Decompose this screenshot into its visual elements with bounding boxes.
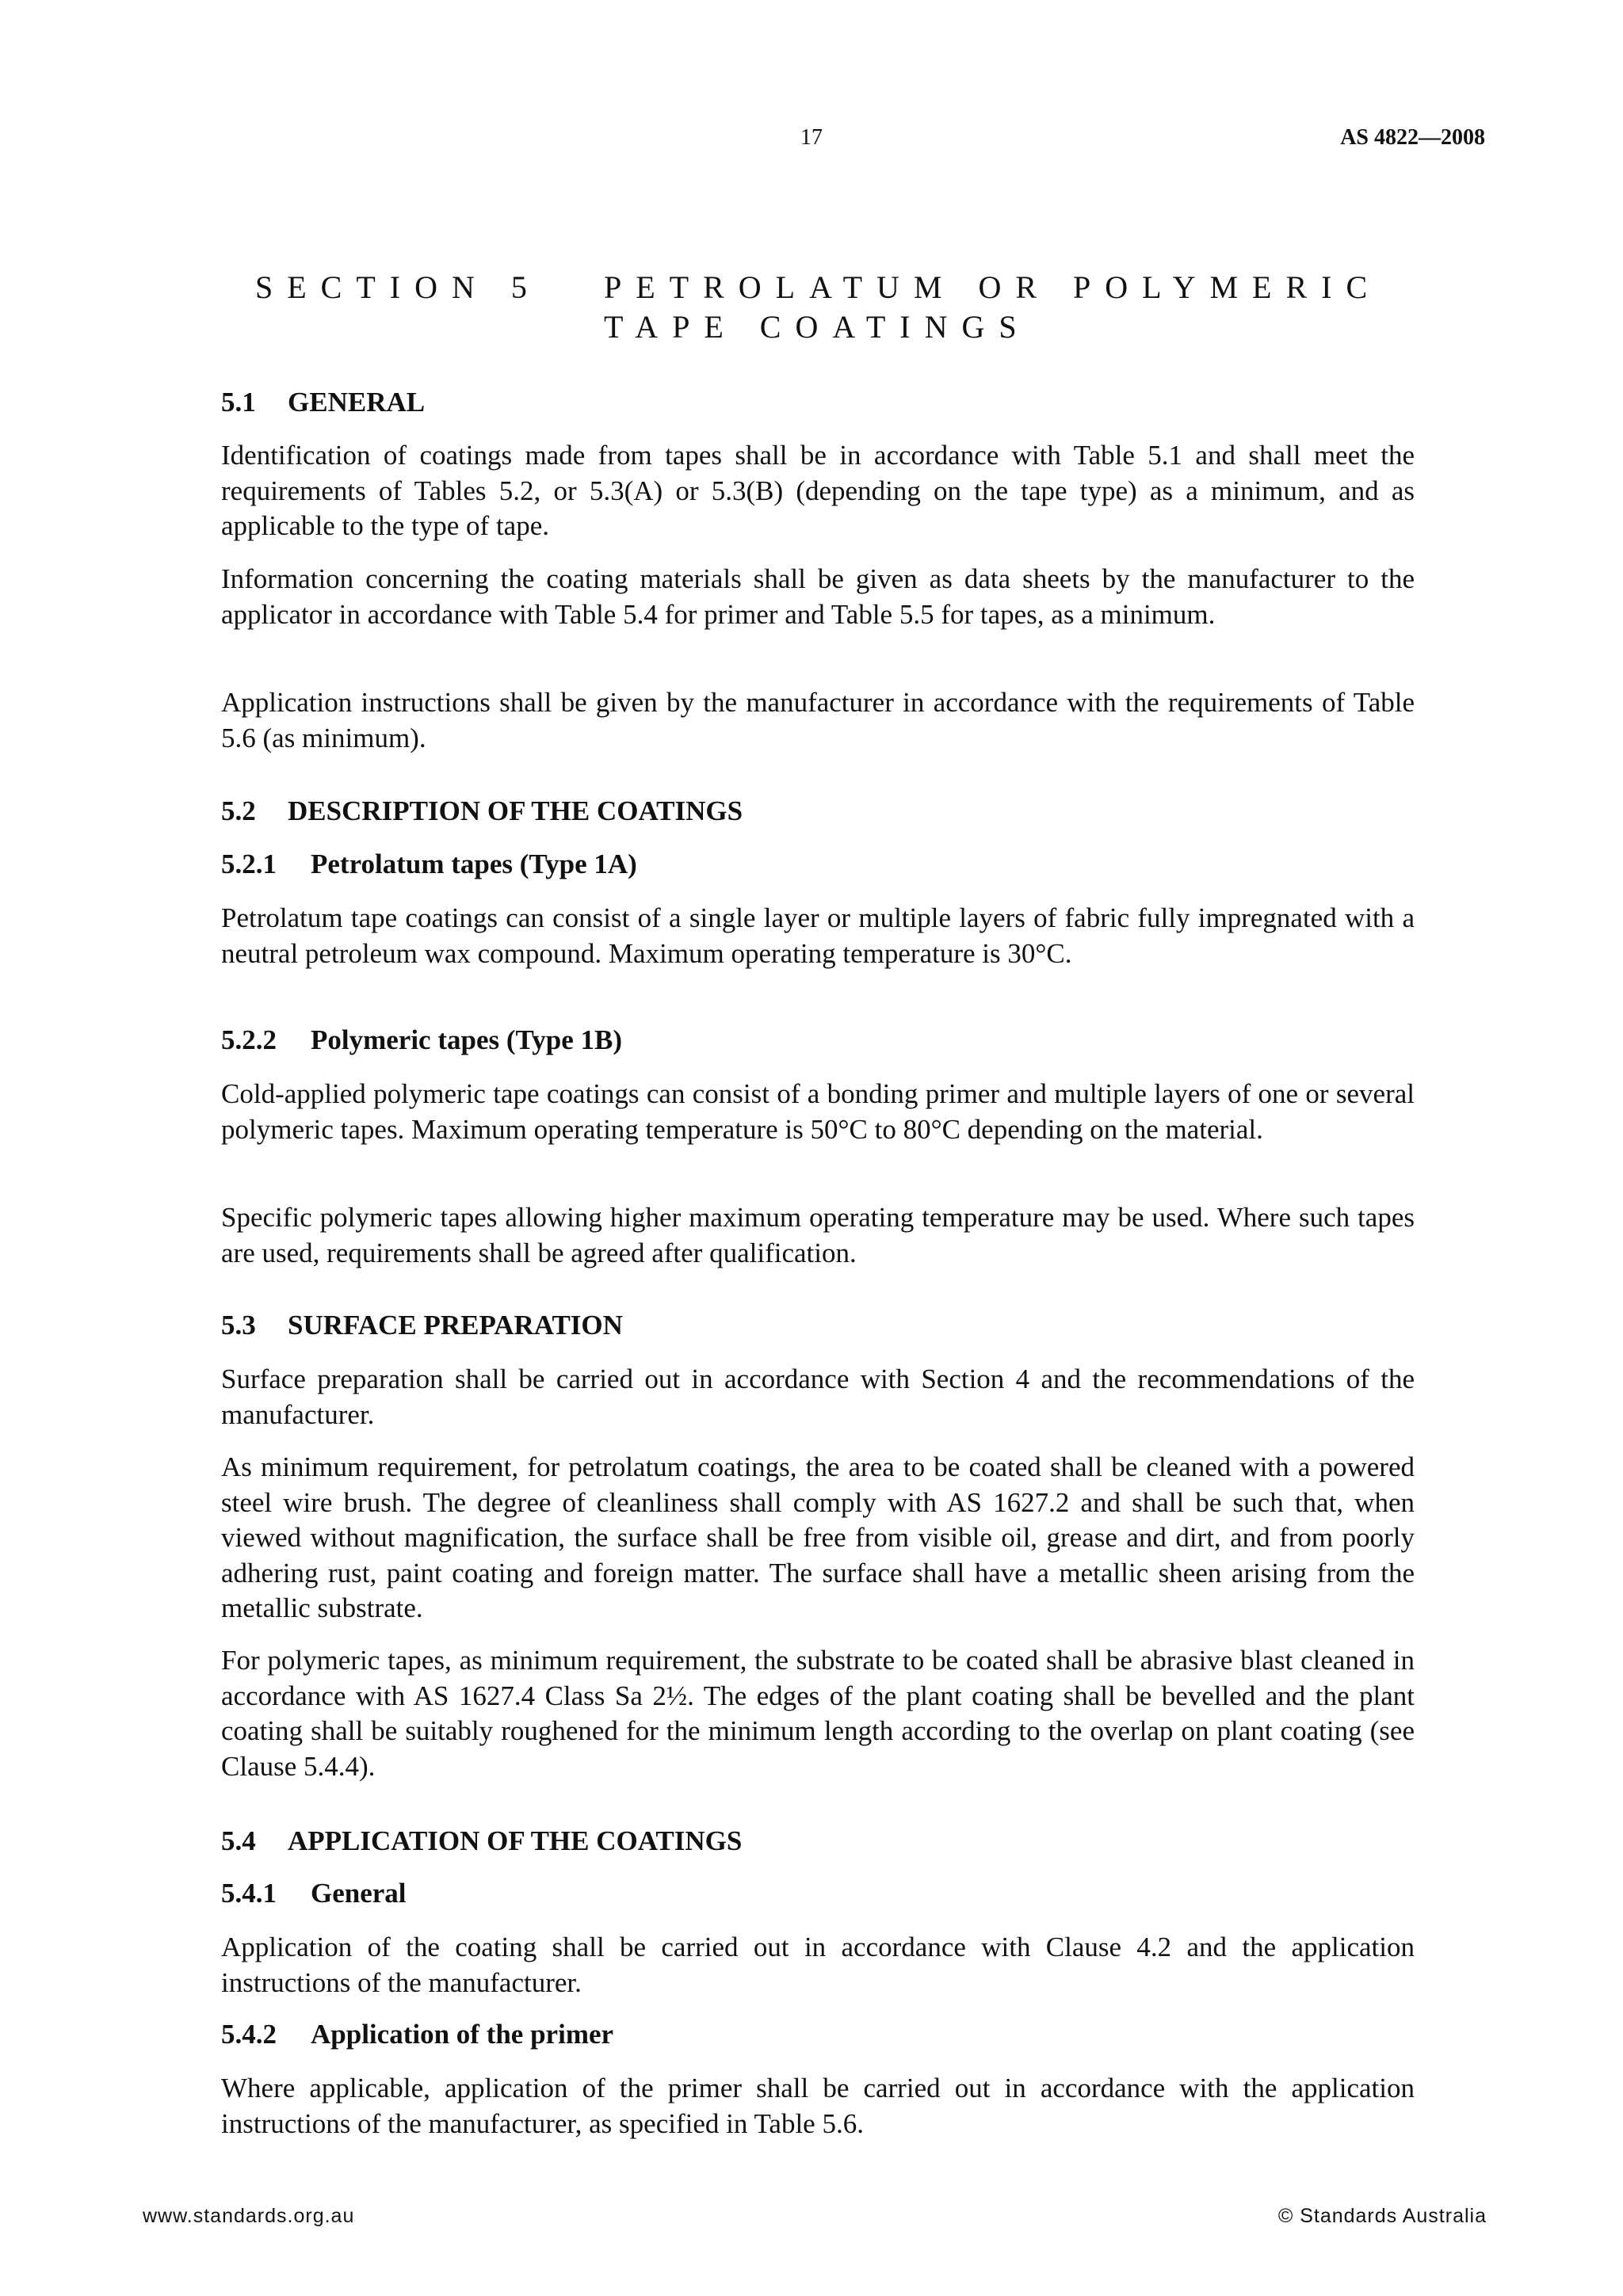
paragraph: For polymeric tapes, as minimum requirement, the substrate to be coated shall be abrasive blast cleaned in accordance with AS 1627.4 Class Sa 2½. The edges of the plant coating shall be bevelled and the plant coating shall be suitably roughened for the minimum length according to the overlap on plant coating (see Clause 5.4.4). [221,1645,1415,1782]
clause-heading-5-2 [221,795,743,827]
paragraph: Identification of coatings made from tapes shall be in accordance with Table 5.1 and shall meet the requirements of Tables 5.2, or 5.3(A) or 5.3(B) (depending on the tape type) as a minimum, and as applicable to the type of tape. [221,440,1415,541]
clause-number: 5.4 [221,1825,256,1856]
paragraph: Application instructions shall be given by the manufacturer in accordance with the requirements of Table 5.6 (as minimum). [221,687,1415,753]
clause-heading-5-4 [221,1825,742,1857]
clause-number: 5.2.1 [221,849,277,879]
paragraph: Application of the coating shall be carried out in accordance with Clause 4.2 and the application instructions of the manufacturer. [221,1932,1415,1998]
paragraph: Petrolatum tape coatings can consist of a single layer or multiple layers of fabric fully impregnated with a neutral petroleum wax compound. Maximum operating temperature is 30°C. [221,902,1415,969]
clause-number: 5.3 [221,1310,256,1341]
clause-heading-5-2-2 [221,1024,622,1056]
clause-title: Application of the primer [311,2019,614,2050]
footer-copyright: © Standards Australia [1277,2205,1487,2227]
footer-website: www.standards.org.au [143,2205,355,2227]
clause-title: GENERAL [288,387,426,418]
section-name-line1: PETROLATUM OR POLYMERIC [604,269,1382,305]
document-id: AS 4822—2008 [1340,125,1485,150]
clause-heading-5-4-2 [221,2019,613,2050]
section-name-line2: TAPE COATINGS [604,309,1031,345]
paragraph: Surface preparation shall be carried out in accordance with Section 4 and the recommendations of the manufacturer. [221,1363,1415,1430]
clause-number: 5.2.2 [221,1024,277,1055]
clause-heading-5-4-1 [221,1878,407,1909]
clause-title: Polymeric tapes (Type 1B) [311,1024,623,1055]
clause-number: 5.1 [221,387,256,418]
clause-heading-5-3 [221,1310,623,1341]
section-label: SECTION 5 [255,269,541,305]
clause-number: 5.4.1 [221,1878,277,1909]
clause-title: APPLICATION OF THE COATINGS [288,1825,743,1856]
clause-title: DESCRIPTION OF THE COATINGS [288,795,743,826]
clause-heading-5-1 [221,387,425,418]
paragraph: Specific polymeric tapes allowing higher maximum operating temperature may be used. Where such tapes are used, requirements shall be agreed after qualification. [221,1202,1415,1268]
page-number: 17 [800,125,823,150]
paragraph: Information concerning the coating materials shall be given as data sheets by the manufacturer to the applicator in accordance with Table 5.4 for primer and Table 5.5 for tapes, as a minimum. [221,563,1415,630]
paragraph: As minimum requirement, for petrolatum coatings, the area to be coated shall be cleaned with a powered steel wire brush. The degree of cleanliness shall comply with AS 1627.2 and shall be such that, when viewed without magnification, the surface shall be free from visible oil, grease and dirt, and from poorly adhering rust, paint coating and foreign matter. The surface shall have a metallic sheen arising from the metallic substrate. [221,1451,1415,1623]
paragraph: Where applicable, application of the primer shall be carried out in accordance with the application instructions of the manufacturer, as specified in Table 5.6. [221,2073,1415,2139]
clause-heading-5-2-1 [221,849,637,880]
clause-number: 5.2 [221,795,256,826]
clause-title: SURFACE PREPARATION [288,1310,623,1341]
paragraph: Cold-applied polymeric tape coatings can consist of a bonding primer and multiple layers of one or several polymeric tapes. Maximum operating temperature is 50°C to 80°C depending on the material. [221,1078,1415,1145]
clause-title: Petrolatum tapes (Type 1A) [311,849,637,879]
clause-title: General [311,1878,407,1909]
clause-number: 5.4.2 [221,2019,277,2050]
section-name [604,268,1396,347]
